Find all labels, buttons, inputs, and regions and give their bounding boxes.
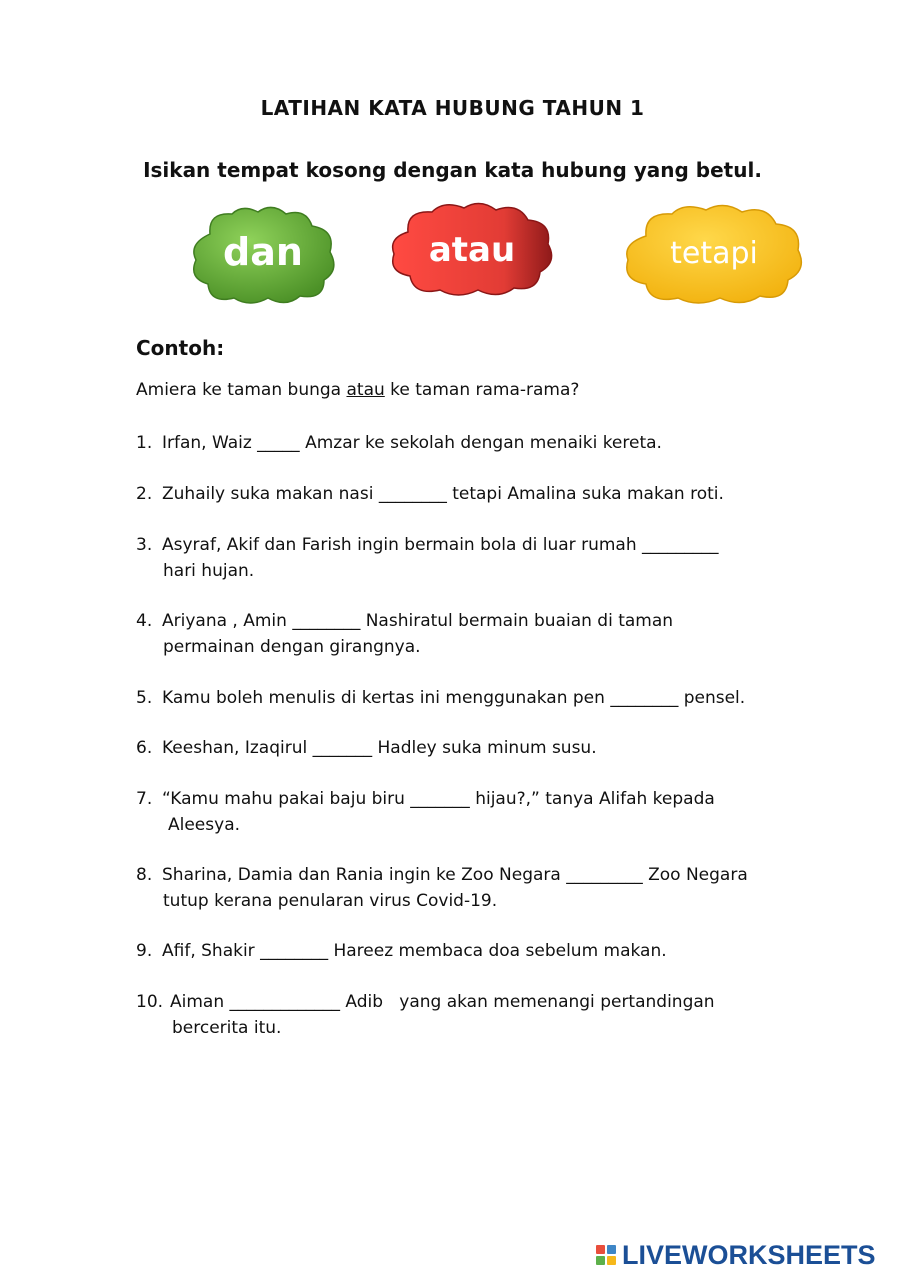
question-text-continued: permainan dengan girangnya. bbox=[163, 637, 421, 657]
question-number: 7. bbox=[136, 789, 153, 809]
question-text: Zuhaily suka makan nasi ________ tetapi Amalina suka makan roti. bbox=[162, 484, 724, 504]
cloud-atau bbox=[388, 200, 556, 298]
example-before: Amiera ke taman bunga bbox=[136, 380, 347, 400]
question-number: 6. bbox=[136, 738, 153, 758]
cloud-dan bbox=[188, 204, 338, 306]
example-answer: atau bbox=[346, 380, 385, 400]
question-6 bbox=[136, 735, 816, 761]
question-text: Aiman _____________ Adib yang akan memenangi pertandingan bbox=[170, 992, 715, 1012]
liveworksheets-logo[interactable] bbox=[596, 1240, 876, 1270]
example-sentence bbox=[136, 380, 579, 400]
question-text-continued: tutup kerana penularan virus Covid-19. bbox=[163, 891, 498, 911]
question-number: 10. bbox=[136, 992, 164, 1012]
cloud-tetapi-label: tetapi bbox=[670, 236, 758, 271]
question-text-continued: bercerita itu. bbox=[172, 1018, 282, 1038]
question-3 bbox=[136, 532, 816, 584]
question-9 bbox=[136, 938, 816, 964]
example-after: ke taman rama-rama? bbox=[384, 380, 580, 400]
question-8 bbox=[136, 862, 816, 914]
instruction-text: Isikan tempat kosong dengan kata hubung yang betul. bbox=[143, 158, 762, 182]
worksheet-title: LATIHAN KATA HUBUNG TAHUN 1 bbox=[260, 96, 645, 120]
question-4 bbox=[136, 608, 816, 660]
question-text: Asyraf, Akif dan Farish ingin bermain bola di luar rumah _________ bbox=[162, 535, 719, 555]
question-number: 4. bbox=[136, 611, 153, 631]
cloud-dan-label: dan bbox=[223, 230, 303, 274]
question-number: 2. bbox=[136, 484, 153, 504]
question-text: “Kamu mahu pakai baju biru _______ hijau?,” tanya Alifah kepada bbox=[162, 789, 715, 809]
question-5 bbox=[136, 685, 816, 711]
question-number: 5. bbox=[136, 688, 153, 708]
question-number: 8. bbox=[136, 865, 153, 885]
question-text: Irfan, Waiz _____ Amzar ke sekolah dengan menaiki kereta. bbox=[162, 433, 662, 453]
example-heading: Contoh: bbox=[136, 336, 225, 360]
question-7 bbox=[136, 786, 816, 838]
question-text: Afif, Shakir ________ Hareez membaca doa sebelum makan. bbox=[162, 941, 667, 961]
question-1 bbox=[136, 430, 816, 456]
liveworksheets-logo-icon bbox=[596, 1245, 616, 1265]
question-10 bbox=[136, 989, 816, 1041]
question-2 bbox=[136, 481, 816, 507]
question-text: Kamu boleh menulis di kertas ini menggunakan pen ________ pensel. bbox=[162, 688, 746, 708]
cloud-tetapi bbox=[622, 202, 806, 308]
question-text: Sharina, Damia dan Rania ingin ke Zoo Negara _________ Zoo Negara bbox=[162, 865, 748, 885]
question-number: 1. bbox=[136, 433, 153, 453]
question-text: Keeshan, Izaqirul _______ Hadley suka minum susu. bbox=[162, 738, 597, 758]
question-text-continued: hari hujan. bbox=[163, 561, 255, 581]
question-text: Ariyana , Amin ________ Nashiratul bermain buaian di taman bbox=[162, 611, 674, 631]
logo-text: LIVEWORKSHEETS bbox=[622, 1239, 876, 1270]
cloud-atau-label: atau bbox=[428, 230, 516, 270]
question-number: 9. bbox=[136, 941, 153, 961]
question-text-continued: Aleesya. bbox=[168, 815, 241, 835]
question-number: 3. bbox=[136, 535, 153, 555]
